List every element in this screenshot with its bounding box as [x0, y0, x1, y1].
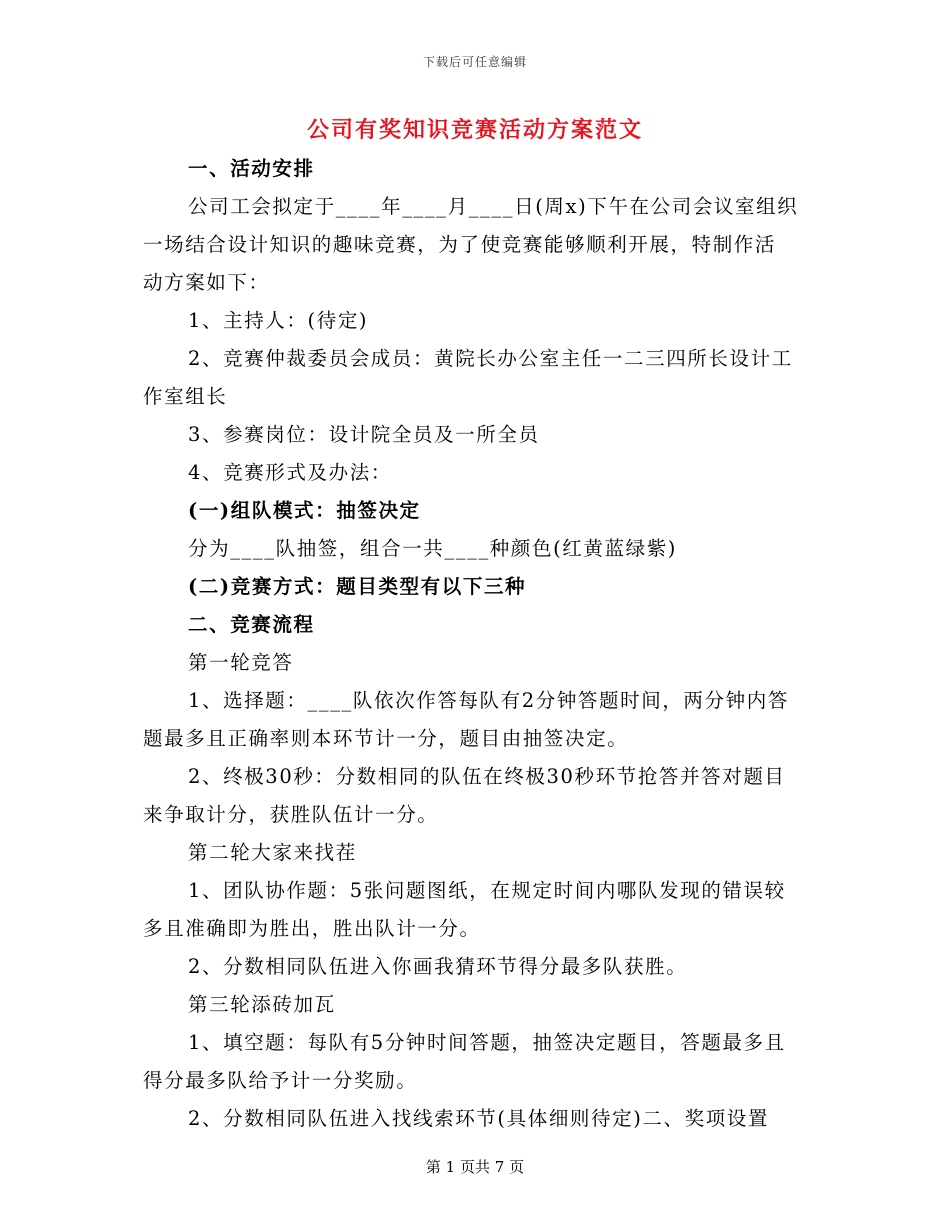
paragraph-line: 2、分数相同队伍进入找线索环节(具体细则待定)二、奖项设置	[188, 1107, 770, 1130]
paragraph-line: 1、选择题：____队依次作答每队有2分钟答题时间，两分钟内答	[188, 689, 789, 712]
section-heading: (二)竞赛方式：题目类型有以下三种	[188, 575, 527, 598]
paragraph-line: 多且准确即为胜出，胜出队计一分。	[143, 917, 481, 940]
paragraph-line: 第三轮添砖加瓦	[188, 993, 336, 1016]
paragraph-line: 题最多且正确率则本环节计一分，题目由抽签决定。	[143, 727, 629, 750]
page-header-note: 下载后可任意编辑	[422, 55, 527, 69]
document-title: 公司有奖知识竞赛活动方案范文	[306, 117, 643, 143]
paragraph-line: 分为____队抽签，组合一共____种颜色(红黄蓝绿紫)	[188, 537, 678, 560]
paragraph-line: 3、参赛岗位：设计院全员及一所全员	[188, 423, 540, 446]
section-heading: (一)组队模式：抽签决定	[188, 499, 421, 522]
paragraph-line: 第一轮竞答	[188, 651, 294, 674]
section-heading: 二、竞赛流程	[188, 613, 315, 636]
paragraph-line: 一场结合设计知识的趣味竞赛，为了使竞赛能够顺利开展，特制作活	[143, 233, 777, 256]
section-heading: 一、活动安排	[188, 157, 315, 180]
paragraph-line: 作室组长	[143, 385, 228, 408]
paragraph-line: 1、团队协作题：5张问题图纸，在规定时间内哪队发现的错误较	[188, 879, 786, 902]
paragraph-line: 2、终极30秒：分数相同的队伍在终极30秒环节抢答并答对题目	[188, 765, 786, 788]
paragraph-line: 2、分数相同队伍进入你画我猜环节得分最多队获胜。	[188, 955, 688, 978]
paragraph-line: 4、竞赛形式及办法：	[188, 461, 392, 484]
paragraph-line: 2、竞赛仲裁委员会成员：黄院长办公室主任一二三四所长设计工	[188, 347, 793, 370]
paragraph-line: 得分最多队给予计一分奖励。	[143, 1069, 418, 1092]
paragraph-line: 公司工会拟定于____年____月____日(周x)下午在公司会议室组织	[188, 195, 799, 218]
paragraph-line: 1、主持人：(待定)	[188, 309, 369, 332]
paragraph-line: 第二轮大家来找茬	[188, 841, 357, 864]
paragraph-line: 1、填空题：每队有5分钟时间答题，抽签决定题目，答题最多且	[188, 1031, 786, 1054]
document-body	[143, 150, 808, 1138]
page-footer: 第 1 页共 7 页	[425, 1158, 525, 1176]
paragraph-line: 来争取计分，获胜队伍计一分。	[143, 803, 439, 826]
paragraph-line: 动方案如下：	[143, 271, 270, 294]
